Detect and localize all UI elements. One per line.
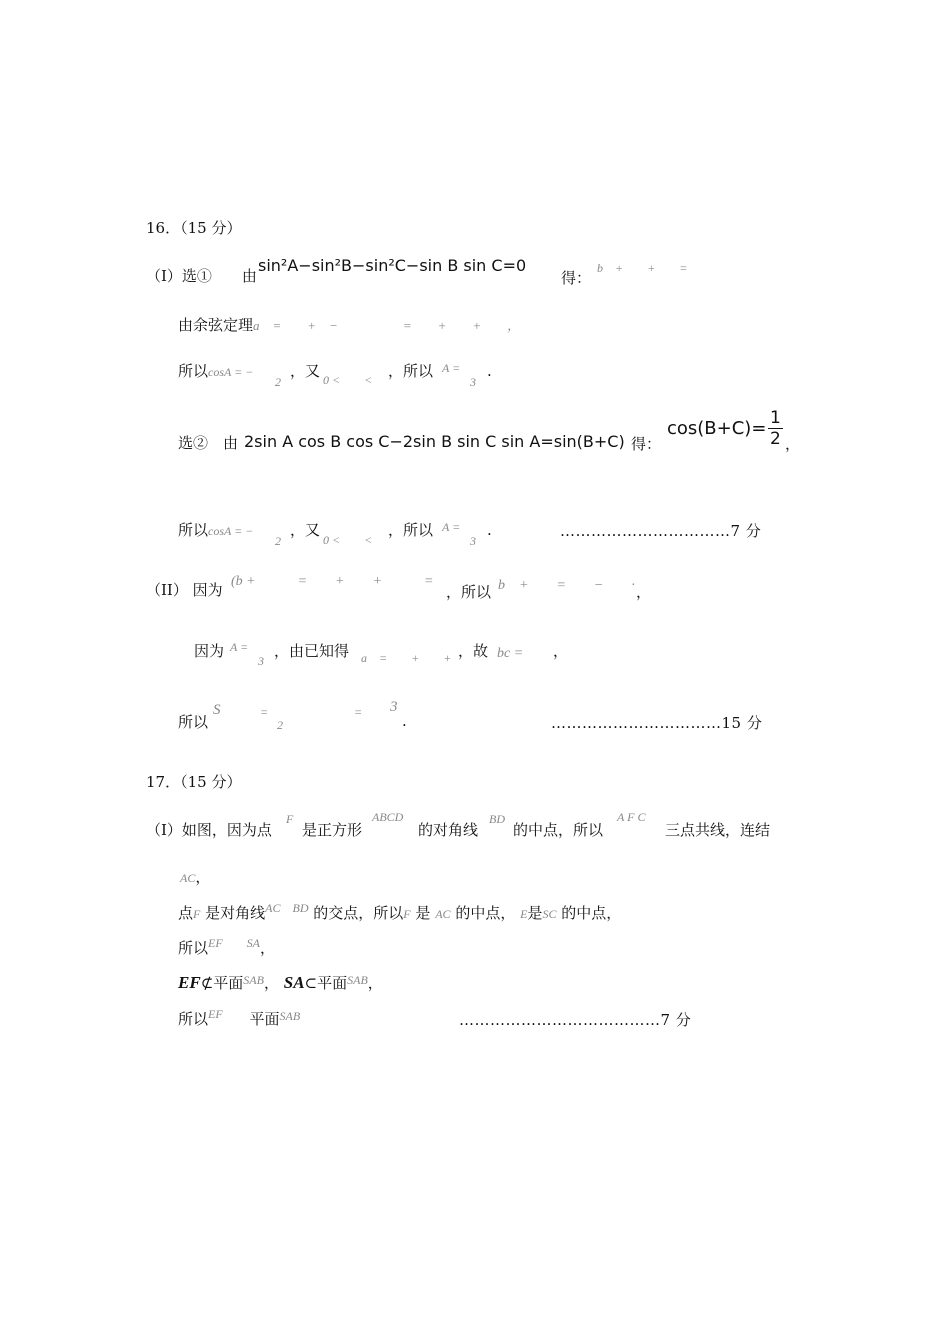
q17-line5-comma2: ， [367,974,383,992]
q17-line3-i: 的中点， [455,904,516,922]
q17-heading: 17．（15 分） [146,773,242,791]
q17-line3-E: E [520,907,528,921]
q17-line3-c: 是对角线 [205,904,266,922]
q17-line4-a: 所以 [178,939,209,957]
q16-line5-range: 0 < < [323,533,373,547]
q16-line5-denominator: 2 [275,534,281,548]
q16-cosine-law-math: a = + − = + + ， [253,318,521,333]
q17-line4 [178,938,275,959]
q16-option2-label: 选② 由 [178,434,239,452]
q17-line5-EF: EF [178,973,201,992]
q17-line1-BD: BD [489,812,505,826]
q17-line5-SAB2: SAB [347,973,368,987]
q16-line5-suoyi: ，所以 [388,521,434,539]
q16-part2-label: （II） 因为 [146,581,223,599]
q17-line5-SA: SA [283,973,305,992]
q16-line3-A: A = [442,361,461,375]
q17-line2-AC: AC [180,871,196,885]
q16-line8-eq2: = [354,705,363,719]
q17-line1-g: 的中点，所以 [513,821,604,839]
q17-line5-notsubset: ⊄平面 [200,974,244,992]
q16-option2-denominator: 2 [770,429,781,449]
q16-line3-denominator: 2 [275,375,281,389]
q16-part2-math: (b + = + + = [231,574,434,589]
q16-line8-suoyi: 所以 [178,713,209,731]
q17-line1-i: 三点共线，连结 [665,821,771,839]
q17-line1-F: F [286,812,294,826]
q16-part1-label: （I）选① 由 [146,267,257,285]
q17-line3-SC: SC [542,907,557,921]
q16-part1-de: 得： [561,269,592,287]
q17-line6-EF: EF [208,1007,223,1021]
q16-line7-A: A = [230,640,249,654]
q16-line5-you: ，又 [290,521,321,539]
q17-line1-AFC: A F C [617,810,646,824]
q16-line3-den3: 3 [470,375,476,389]
q16-line7-yinwei: 因为 [194,642,225,660]
q16-line8-eq1: = [260,705,269,719]
q16-line5-A: A = [442,520,461,534]
q17-line1-c: 是正方形 [302,821,363,839]
q17-line5 [178,973,383,994]
q16-line5-text: 所以 [178,521,209,539]
q16-score-7: ……………………………7 分 [560,522,762,540]
q16-option2-comma: ， [785,435,801,453]
q16-line3 [178,361,253,382]
q17-line3-k: 是 [527,904,543,922]
q16-line3-range: 0 < < [323,373,373,387]
q17-line1-e: 的对角线 [418,821,479,839]
q16-score-15: ……………………………15 分 [551,714,763,732]
q17-line3-e: 的交点，所以 [313,904,404,922]
q17-line3-g: 是 [415,904,431,922]
q16-line7-bc: bc = [497,646,524,661]
q16-line3-you: ，又 [290,362,321,380]
q16-line7-gu: ，故 [458,642,489,660]
q16-line3-cos: cosA = − [208,365,254,379]
q16-option2-fraction [768,408,783,449]
q16-option2-equation: 2sin A cos B cos C−2sin B sin C sin A=sin(B+C) [244,432,625,451]
q17-line4-EFSA: EF SA [208,936,261,950]
q17-line2-comma: ， [195,868,211,886]
q16-line8-S: S [213,702,221,718]
q16-line7-comma: ， [553,642,569,660]
q16-cosine-law-line [178,315,520,336]
q16-line8-period: . [402,712,407,730]
q16-line7-den3: 3 [258,654,264,668]
q16-option2-de: 得： [631,435,662,453]
q17-line3 [178,903,621,924]
q17-line6-a: 所以 [178,1010,209,1028]
q16-line3-text: 所以 [178,362,209,380]
q16-line5-cos: cosA = − [208,524,254,538]
q16-line8-den: 2 [277,718,283,732]
q17-line5-subset: ⊂平面 [304,974,348,992]
q17-line3-m: 的中点， [561,904,622,922]
q17-line3-a: 点 [178,904,194,922]
q16-part2-comma: ， [636,583,652,601]
q17-line6-plane: 平面 [249,1010,280,1028]
q17-line1-ABCD: ABCD [372,810,404,824]
q16-line7-known: ，由已知得 [274,642,350,660]
q17-line3-F2: F [403,907,411,921]
q16-line3-period: . [487,362,492,380]
q17-line5-SAB: SAB [243,973,264,987]
q16-line8-sqrt3: 3 [390,699,398,715]
q16-line5-period: . [487,521,492,539]
q17-line2 [180,867,210,888]
q17-line1-a: （I）如图，因为点 [146,821,272,839]
q16-cosine-law-prefix: 由余弦定理 [178,316,254,334]
q16-option2-cos: cos(B+C)= [667,418,767,439]
q16-line7-a: a = + + [361,651,452,665]
q17-line6 [178,1009,300,1030]
q17-line3-ACBD: AC BD [265,901,309,915]
q16-line3-suoyi: ，所以 [388,362,434,380]
q17-line3-F: F [193,907,201,921]
q16-part2-math2: b + = − · [498,578,635,593]
q17-line4-comma: ， [260,939,276,957]
q16-part1-line [146,266,257,286]
q16-line5-den3: 3 [470,534,476,548]
q17-score-7: …………………………………7 分 [459,1011,692,1029]
q17-line3-AC: AC [435,907,451,921]
q16-part2-mid: ，所以 [446,583,492,601]
q16-option2-numerator: 1 [770,408,781,428]
q16-part1-tail: b + + = [597,261,688,275]
q16-line5 [178,520,253,541]
q17-line6-SAB: SAB [279,1009,301,1023]
q16-heading: 16．（15 分） [146,219,242,237]
q17-line5-comma1: ， [263,974,279,992]
q16-part1-equation: sin²A−sin²B−sin²C−sin B sin C=0 [258,256,527,275]
